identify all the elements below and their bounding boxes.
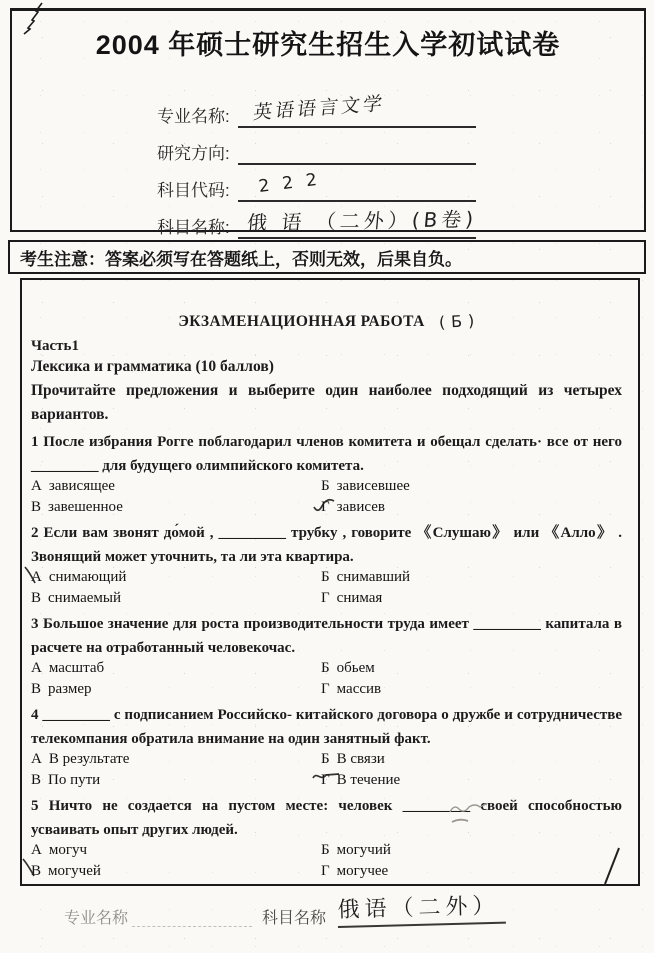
form-field-subject-name (157, 202, 476, 239)
exam-info-form (157, 91, 476, 239)
subject-name-handwritten-value: 俄 语 （二外）(B卷) (245, 206, 478, 235)
major-label: 专业名称: (157, 107, 230, 126)
option-3g (321, 679, 622, 700)
exam-body-box (20, 278, 640, 886)
option-text: масштаб (48, 660, 105, 676)
option-letter: Б (321, 842, 330, 858)
option-1a (31, 476, 321, 497)
exam-header-box (10, 8, 646, 237)
question-2-options (31, 567, 622, 609)
option-letter: В (31, 772, 42, 788)
option-text: снимавший (336, 569, 411, 585)
option-letter: А (31, 842, 42, 858)
option-text: В результате (48, 751, 130, 767)
major-handwritten-value: 英语语言文学 (251, 92, 386, 124)
subject-code-handwritten-value: 222 (257, 168, 331, 197)
instructions: Прочитайте предложения и выберите один наиболее подходящий из четырех вариантов. (31, 382, 622, 423)
notice-bar (8, 240, 646, 274)
option-text: снимаемый (48, 590, 122, 606)
question-4-text: 4 _________ с подписанием Российско- китайского договора о дружбе и сотрудничестве телекомпания обратила внимание на один занятный факт. (31, 707, 622, 747)
option-letter: Б (321, 751, 330, 767)
option-letter: Г (321, 863, 330, 879)
option-text: зависящее (48, 478, 115, 494)
option-letter: В (31, 681, 42, 697)
option-text: В связи (336, 751, 385, 767)
form-field-subject-code (157, 165, 476, 202)
exam-heading (31, 312, 622, 331)
footer-major-label: 专业名称 (64, 910, 129, 927)
option-text: По пути (48, 772, 101, 788)
part-title: Часть1 (31, 338, 79, 354)
option-4a (31, 749, 321, 770)
option-letter: Г (321, 590, 330, 606)
form-field-major (157, 91, 476, 128)
option-text: обьем (336, 660, 375, 676)
option-4b (321, 749, 622, 770)
option-2v (31, 588, 321, 609)
footer-subject-label: 科目名称 (262, 910, 327, 927)
option-4v (31, 770, 321, 791)
footer-subject-handwritten-value: 俄语（二外） (337, 889, 506, 928)
option-letter: А (31, 660, 42, 676)
form-field-research-direction (157, 128, 476, 165)
question-1-options (31, 476, 622, 518)
option-letter: В (31, 499, 42, 515)
subject-name-label: 科目名称: (157, 218, 230, 237)
handwritten-version-mark: ( Б ) (438, 311, 476, 332)
option-text: размер (48, 681, 92, 697)
option-2g (321, 588, 622, 609)
notice-text: 考生注意：答案必须写在答题纸上，否则无效，后果自负。 (20, 249, 462, 269)
option-text: могучей (48, 863, 101, 879)
section-title: Лексика и грамматика (10 баллов) (31, 358, 274, 375)
page-title: 2004 年硕士研究生招生入学初试试卷 (95, 30, 561, 60)
option-5g (321, 861, 622, 882)
option-1b (321, 476, 622, 497)
option-letter: Г (321, 497, 330, 518)
option-letter: Г (321, 681, 330, 697)
option-5a (31, 840, 321, 861)
option-1v (31, 497, 321, 518)
option-2a (31, 567, 321, 588)
option-text: завешенное (48, 499, 123, 515)
option-letter: Г (321, 770, 330, 791)
option-letter: Б (321, 569, 330, 585)
option-text: снимая (336, 590, 383, 606)
option-1g (321, 497, 622, 518)
option-3a (31, 658, 321, 679)
page-footer (0, 895, 654, 950)
option-4g (321, 770, 622, 791)
option-text: снимающий (48, 569, 127, 585)
exam-heading-text: ЭКЗАМЕНАЦИОННАЯ РАБОТА (178, 313, 425, 330)
option-letter: А (31, 567, 42, 588)
option-3b (321, 658, 622, 679)
option-letter: В (31, 861, 41, 882)
option-2b (321, 567, 622, 588)
subject-code-label: 科目代码: (157, 181, 230, 200)
option-text: В течение (336, 772, 401, 788)
question-5-options (31, 840, 622, 882)
handwritten-page-slash (597, 845, 627, 887)
subject-code-blank-line (238, 170, 476, 202)
option-letter: Б (321, 660, 330, 676)
subject-name-blank-line (238, 207, 476, 239)
option-text: могучее (336, 863, 389, 879)
question-3-text: 3 Большое значение для роста производительности труда имеет _________ капитала в расчете на отработанный человекочас. (31, 616, 622, 656)
option-text: могучий (336, 842, 391, 858)
option-text: зависев (336, 499, 385, 515)
option-letter: А (31, 751, 42, 767)
option-letter: В (31, 590, 42, 606)
question-5-text: 5 Ничто не создается на пустом месте: человек _________ своей способностью усваивать опыт других людей. (31, 798, 622, 838)
question-4-options (31, 749, 622, 791)
option-text: зависевшее (336, 478, 410, 494)
footer-blank-line (132, 926, 252, 927)
option-letter: Б (321, 478, 330, 494)
option-3v (31, 679, 321, 700)
option-letter: А (31, 478, 42, 494)
question-1-text: 1 После избрания Рогге поблагодарил членов комитета и обещал сделать· все от него _________ для будущего олимпийского комитета. (31, 434, 622, 474)
option-5v (31, 861, 321, 882)
handwritten-slash-mark (22, 563, 52, 587)
major-blank-line (238, 92, 476, 128)
option-text: массив (336, 681, 382, 697)
option-text: могуч (48, 842, 88, 858)
pencil-scribble (442, 798, 512, 832)
research-direction-label: 研究方向: (157, 144, 230, 163)
question-2-text: 2 Если вам звонят до́мой , _________ трубку , говорите 《Слушаю》 или 《Алло》 . Звонящий может уточнить, та ли эта квартира. (31, 525, 622, 565)
option-5b (321, 840, 622, 861)
research-direction-blank-line (238, 133, 476, 165)
question-3-options (31, 658, 622, 700)
